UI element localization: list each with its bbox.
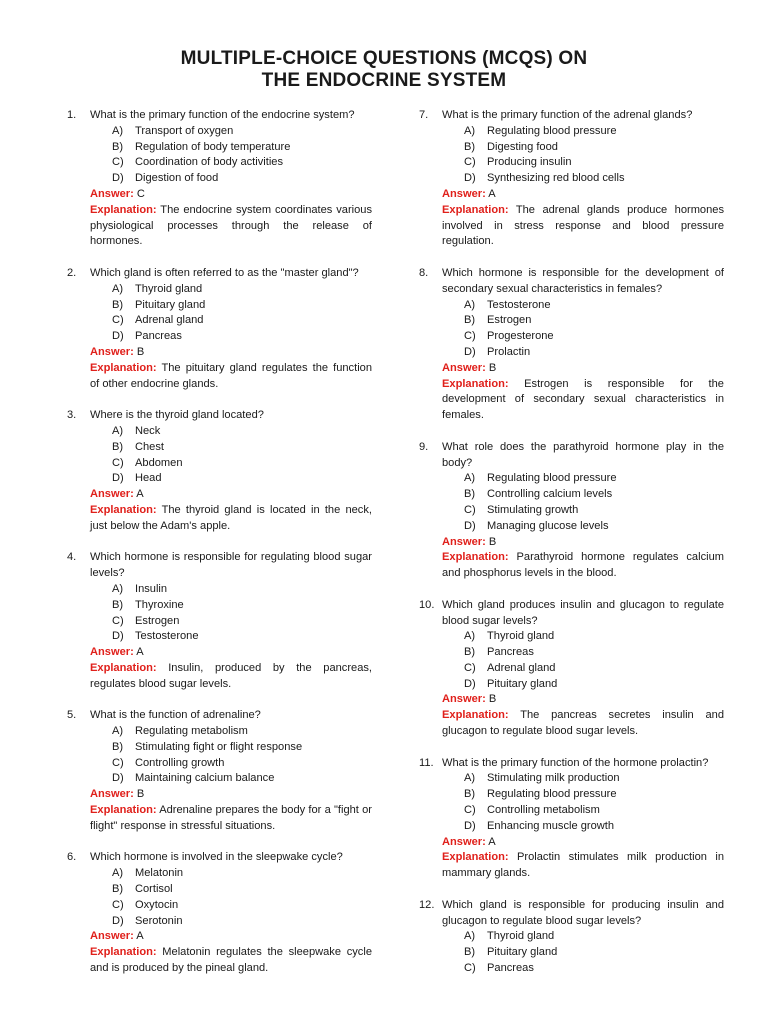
explanation-line xyxy=(442,708,724,740)
option-text: Estrogen xyxy=(487,314,532,327)
question-block xyxy=(67,708,372,834)
question-number: 8. xyxy=(419,266,429,279)
question-text: Which gland produces insulin and glucagon to regulate blood sugar levels? xyxy=(442,598,724,627)
answer-label: Answer: xyxy=(442,693,486,706)
option-text: Estrogen xyxy=(135,614,180,627)
option-text: Thyroid gland xyxy=(135,282,203,295)
explanation-label: Explanation: xyxy=(90,203,157,216)
question-block xyxy=(67,108,373,250)
question-block xyxy=(419,108,724,250)
question-block xyxy=(67,550,372,692)
answer-value: A xyxy=(136,646,144,659)
option-text: Maintaining calcium balance xyxy=(135,772,275,785)
question-number: 5. xyxy=(67,709,77,722)
answer-option xyxy=(442,677,724,693)
answer-option xyxy=(90,456,372,472)
answer-option xyxy=(442,345,724,361)
answer-option xyxy=(442,819,724,835)
option-letter: C) xyxy=(112,156,124,169)
answer-option xyxy=(90,724,372,740)
answer-value: C xyxy=(136,187,145,200)
explanation-text: The pituitary gland regulates the function of other endocrine glands. xyxy=(90,361,372,390)
option-letter: C) xyxy=(112,314,124,327)
answer-label: Answer: xyxy=(90,646,134,659)
answer-label: Answer: xyxy=(442,187,486,200)
title-line-1: MULTIPLE-CHOICE QUESTIONS (MCQS) ON xyxy=(180,48,588,69)
explanation-text: Prolactin stimulates milk production in mammary glands. xyxy=(442,851,724,880)
option-letter: C) xyxy=(112,614,124,627)
option-text: Oxytocin xyxy=(135,898,179,911)
answer-label: Answer: xyxy=(90,187,134,200)
answer-value: A xyxy=(488,187,496,200)
answer-value: B xyxy=(488,693,497,706)
question-number: 11. xyxy=(419,756,434,769)
option-text: Coordination of body activities xyxy=(135,156,283,169)
question-text: What is the primary function of the adrenal glands? xyxy=(442,109,693,121)
option-letter: B) xyxy=(112,598,124,611)
answer-option xyxy=(442,471,724,487)
question-line xyxy=(419,756,724,772)
explanation-label: Explanation: xyxy=(442,377,509,390)
answer-line xyxy=(90,645,372,661)
question-line xyxy=(67,850,372,866)
answer-option xyxy=(90,298,372,314)
question-number: 10. xyxy=(419,598,435,611)
question-line xyxy=(419,266,724,298)
answer-option xyxy=(442,155,724,171)
question-line xyxy=(67,708,372,724)
answer-option xyxy=(90,282,372,298)
option-letter: A) xyxy=(464,630,476,643)
question-block xyxy=(67,850,372,976)
question-number: 2. xyxy=(67,266,77,279)
answer-line xyxy=(442,187,724,203)
answer-option xyxy=(442,929,724,945)
option-letter: B) xyxy=(112,883,124,896)
option-text: Head xyxy=(135,472,162,485)
option-letter: D) xyxy=(112,172,124,185)
explanation-line xyxy=(90,361,372,393)
explanation-text: Adrenaline prepares the body for a "fight or flight" response in stressful situations. xyxy=(90,804,372,832)
answer-option xyxy=(90,866,372,882)
answer-option xyxy=(442,140,724,156)
answer-value: A xyxy=(488,835,496,848)
explanation-text: The adrenal glands produce hormones involved in stress response and blood pressure regulation. xyxy=(442,203,724,248)
explanation-text: The endocrine system coordinates various physiological processes through the release of hormones. xyxy=(90,203,373,248)
question-line xyxy=(419,108,724,124)
question-line xyxy=(419,898,724,930)
answer-line xyxy=(442,692,724,708)
explanation-label: Explanation: xyxy=(442,709,509,722)
explanation-text: The thyroid gland is located in the neck, just below the Adam's apple. xyxy=(90,503,372,532)
option-letter: D) xyxy=(464,172,476,185)
option-text: Producing insulin xyxy=(487,156,572,169)
option-text: Digesting food xyxy=(487,140,558,153)
explanation-line xyxy=(90,945,372,977)
option-letter: B) xyxy=(464,140,476,153)
option-text: Regulating blood pressure xyxy=(487,788,617,801)
question-text: What is the primary function of the hormone prolactin? xyxy=(442,756,709,769)
question-text: Which gland is often referred to as the "master gland"? xyxy=(90,266,359,279)
option-text: Thyroxine xyxy=(135,598,184,611)
explanation-text: Melatonin regulates the sleepwake cycle and is produced by the pineal gland. xyxy=(90,946,372,975)
question-line xyxy=(67,266,372,282)
option-text: Insulin xyxy=(135,582,168,595)
option-text: Pituitary gland xyxy=(487,677,558,690)
explanation-line xyxy=(90,203,372,250)
answer-option xyxy=(90,629,372,645)
option-text: Cortisol xyxy=(135,883,173,896)
answer-option xyxy=(442,519,724,535)
left-column xyxy=(67,108,373,993)
option-text: Stimulating growth xyxy=(487,503,579,516)
option-text: Stimulating fight or flight response xyxy=(135,740,303,753)
option-letter: A) xyxy=(112,124,124,137)
right-column xyxy=(419,108,725,993)
title-line-2: THE ENDOCRINE SYSTEM xyxy=(261,70,507,91)
explanation-text: Parathyroid hormone regulates calcium and phosphorus levels in the blood. xyxy=(442,551,724,580)
option-letter: A) xyxy=(464,124,476,137)
option-letter: A) xyxy=(112,582,124,595)
answer-option xyxy=(442,298,724,314)
explanation-label: Explanation: xyxy=(442,851,509,864)
explanation-label: Explanation: xyxy=(442,551,509,564)
explanation-line xyxy=(442,377,724,424)
answer-option xyxy=(90,771,372,787)
option-letter: A) xyxy=(112,725,124,738)
answer-option xyxy=(442,661,724,677)
option-text: Stimulating milk production xyxy=(487,772,620,785)
option-letter: B) xyxy=(112,140,124,153)
option-text: Adrenal gland xyxy=(487,661,556,674)
option-text: Testosterone xyxy=(487,298,551,311)
answer-option xyxy=(90,471,372,487)
answer-option xyxy=(90,882,372,898)
answer-label: Answer: xyxy=(442,535,486,548)
explanation-text: Estrogen is responsible for the development of secondary sexual characteristics in females. xyxy=(442,377,724,422)
option-text: Regulating metabolism xyxy=(135,725,248,738)
question-text: Which hormone is responsible for the development of secondary sexual characteristics in females? xyxy=(442,266,724,295)
option-letter: B) xyxy=(464,788,476,801)
answer-option xyxy=(90,756,372,772)
question-text: Which hormone is involved in the sleepwake cycle? xyxy=(90,851,343,864)
answer-label: Answer: xyxy=(442,835,486,848)
option-letter: C) xyxy=(464,503,476,516)
answer-option xyxy=(442,503,724,519)
option-text: Pancreas xyxy=(135,330,182,343)
option-letter: D) xyxy=(112,772,124,785)
answer-option xyxy=(90,440,372,456)
option-letter: C) xyxy=(112,898,124,911)
option-letter: C) xyxy=(112,456,124,469)
question-number: 9. xyxy=(419,440,429,453)
answer-value: B xyxy=(136,788,145,801)
option-letter: A) xyxy=(464,298,476,311)
option-letter: D) xyxy=(112,914,124,927)
explanation-line xyxy=(442,550,724,582)
explanation-line xyxy=(442,850,724,882)
option-text: Testosterone xyxy=(135,630,199,643)
option-letter: B) xyxy=(464,646,476,659)
option-letter: D) xyxy=(464,519,476,532)
answer-line xyxy=(90,787,372,803)
answer-option xyxy=(442,645,724,661)
question-line xyxy=(419,598,724,630)
answer-line xyxy=(442,535,724,551)
option-text: Pancreas xyxy=(487,962,534,975)
explanation-label: Explanation: xyxy=(90,946,157,959)
option-letter: B) xyxy=(112,740,124,753)
answer-option xyxy=(90,598,372,614)
question-line xyxy=(67,550,372,582)
question-number: 4. xyxy=(67,551,77,564)
explanation-text: The pancreas secretes insulin and glucagon to regulate blood sugar levels. xyxy=(442,709,725,738)
explanation-text: Insulin, produced by the pancreas, regulates blood sugar levels. xyxy=(90,661,372,690)
question-text: Which hormone is responsible for regulating blood sugar levels? xyxy=(90,551,372,580)
option-letter: D) xyxy=(464,819,476,832)
option-text: Abdomen xyxy=(135,456,183,469)
explanation-label: Explanation: xyxy=(90,661,157,674)
answer-option xyxy=(442,313,724,329)
answer-value: A xyxy=(136,930,144,943)
option-letter: D) xyxy=(112,330,124,343)
explanation-label: Explanation: xyxy=(442,203,509,216)
option-text: Pancreas xyxy=(487,646,534,659)
option-text: Controlling metabolism xyxy=(487,804,600,817)
question-number: 7. xyxy=(419,109,429,121)
option-text: Thyroid gland xyxy=(487,930,555,943)
answer-label: Answer: xyxy=(90,345,134,358)
answer-value: A xyxy=(136,488,144,501)
option-letter: A) xyxy=(464,472,476,485)
option-letter: C) xyxy=(464,962,476,975)
option-letter: B) xyxy=(464,946,476,959)
answer-option xyxy=(90,740,372,756)
answer-option xyxy=(90,171,372,187)
answer-option xyxy=(90,140,372,156)
question-number: 12. xyxy=(419,898,435,911)
answer-option xyxy=(442,487,724,503)
answer-label: Answer: xyxy=(442,361,486,374)
answer-label: Answer: xyxy=(90,930,134,943)
explanation-line xyxy=(90,503,372,535)
option-letter: A) xyxy=(112,867,124,880)
answer-line xyxy=(442,835,724,851)
question-text: Which gland is responsible for producing insulin and glucagon to regulate blood sugar levels? xyxy=(442,898,724,927)
question-text: What is the function of adrenaline? xyxy=(90,709,261,722)
question-line xyxy=(67,108,372,124)
option-text: Transport of oxygen xyxy=(135,124,234,137)
answer-value: B xyxy=(136,345,145,358)
answer-option xyxy=(90,124,372,140)
question-text: What role does the parathyroid hormone play in the body? xyxy=(442,440,724,469)
explanation-line xyxy=(442,203,724,250)
explanation-label: Explanation: xyxy=(90,503,157,516)
question-number: 6. xyxy=(67,851,77,864)
question-line xyxy=(67,408,372,424)
option-text: Melatonin xyxy=(135,867,184,880)
answer-option xyxy=(442,803,724,819)
option-text: Adrenal gland xyxy=(135,314,204,327)
option-text: Pituitary gland xyxy=(135,298,206,311)
option-text: Thyroid gland xyxy=(487,630,555,643)
answer-option xyxy=(90,898,372,914)
answer-value: B xyxy=(488,535,497,548)
option-letter: C) xyxy=(464,330,476,343)
option-text: Pituitary gland xyxy=(487,946,558,959)
option-text: Digestion of food xyxy=(135,172,219,185)
option-letter: A) xyxy=(112,424,124,437)
answer-option xyxy=(90,155,372,171)
explanation-line xyxy=(90,661,372,693)
answer-line xyxy=(90,345,372,361)
explanation-label: Explanation: xyxy=(90,361,157,374)
question-block xyxy=(419,598,725,740)
answer-option xyxy=(442,171,724,187)
option-text: Serotonin xyxy=(135,914,183,927)
explanation-line xyxy=(90,803,372,835)
answer-value: B xyxy=(488,361,497,374)
question-number: 1. xyxy=(67,109,77,121)
option-letter: D) xyxy=(112,630,124,643)
option-text: Synthesizing red blood cells xyxy=(487,172,625,185)
option-text: Chest xyxy=(135,440,164,453)
option-letter: C) xyxy=(112,756,124,769)
question-block xyxy=(419,440,724,582)
answer-option xyxy=(442,961,724,977)
option-letter: A) xyxy=(112,282,124,295)
document-title xyxy=(0,48,768,92)
answer-option xyxy=(90,582,372,598)
question-block xyxy=(419,266,724,424)
answer-line xyxy=(90,487,372,503)
option-letter: B) xyxy=(112,298,124,311)
option-letter: B) xyxy=(112,440,124,453)
option-text: Enhancing muscle growth xyxy=(487,819,615,832)
option-text: Regulation of body temperature xyxy=(135,140,291,153)
option-letter: D) xyxy=(464,345,476,358)
option-text: Managing glucose levels xyxy=(487,519,609,532)
option-text: Neck xyxy=(135,424,161,437)
answer-option xyxy=(90,313,372,329)
answer-option xyxy=(90,424,372,440)
answer-option xyxy=(90,614,372,630)
option-text: Controlling calcium levels xyxy=(487,488,613,501)
question-text: Where is the thyroid gland located? xyxy=(90,409,264,422)
option-text: Regulating blood pressure xyxy=(487,472,617,485)
option-letter: B) xyxy=(464,314,476,327)
question-text: What is the primary function of the endocrine system? xyxy=(90,109,355,121)
option-letter: D) xyxy=(112,472,124,485)
answer-option xyxy=(442,629,724,645)
option-text: Progesterone xyxy=(487,330,554,343)
option-letter: C) xyxy=(464,804,476,817)
option-text: Prolactin xyxy=(487,345,531,358)
option-text: Regulating blood pressure xyxy=(487,124,617,137)
answer-option xyxy=(442,771,724,787)
answer-option xyxy=(90,914,372,930)
answer-line xyxy=(90,187,372,203)
option-letter: C) xyxy=(464,661,476,674)
answer-option xyxy=(90,329,372,345)
answer-label: Answer: xyxy=(90,488,134,501)
question-block xyxy=(67,266,372,392)
answer-option xyxy=(442,329,724,345)
answer-line xyxy=(90,929,372,945)
option-letter: C) xyxy=(464,156,476,169)
answer-option xyxy=(442,945,724,961)
option-letter: A) xyxy=(464,772,476,785)
explanation-label: Explanation: xyxy=(90,804,157,817)
answer-option xyxy=(442,787,724,803)
option-letter: D) xyxy=(464,677,476,690)
option-letter: B) xyxy=(464,488,476,501)
answer-option xyxy=(442,124,724,140)
question-number: 3. xyxy=(67,409,77,422)
question-block xyxy=(419,898,724,977)
option-letter: A) xyxy=(464,930,476,943)
question-block xyxy=(419,756,724,882)
answer-line xyxy=(442,361,724,377)
option-text: Controlling growth xyxy=(135,756,225,769)
answer-label: Answer: xyxy=(90,788,134,801)
question-block xyxy=(67,408,372,534)
question-line xyxy=(419,440,724,472)
